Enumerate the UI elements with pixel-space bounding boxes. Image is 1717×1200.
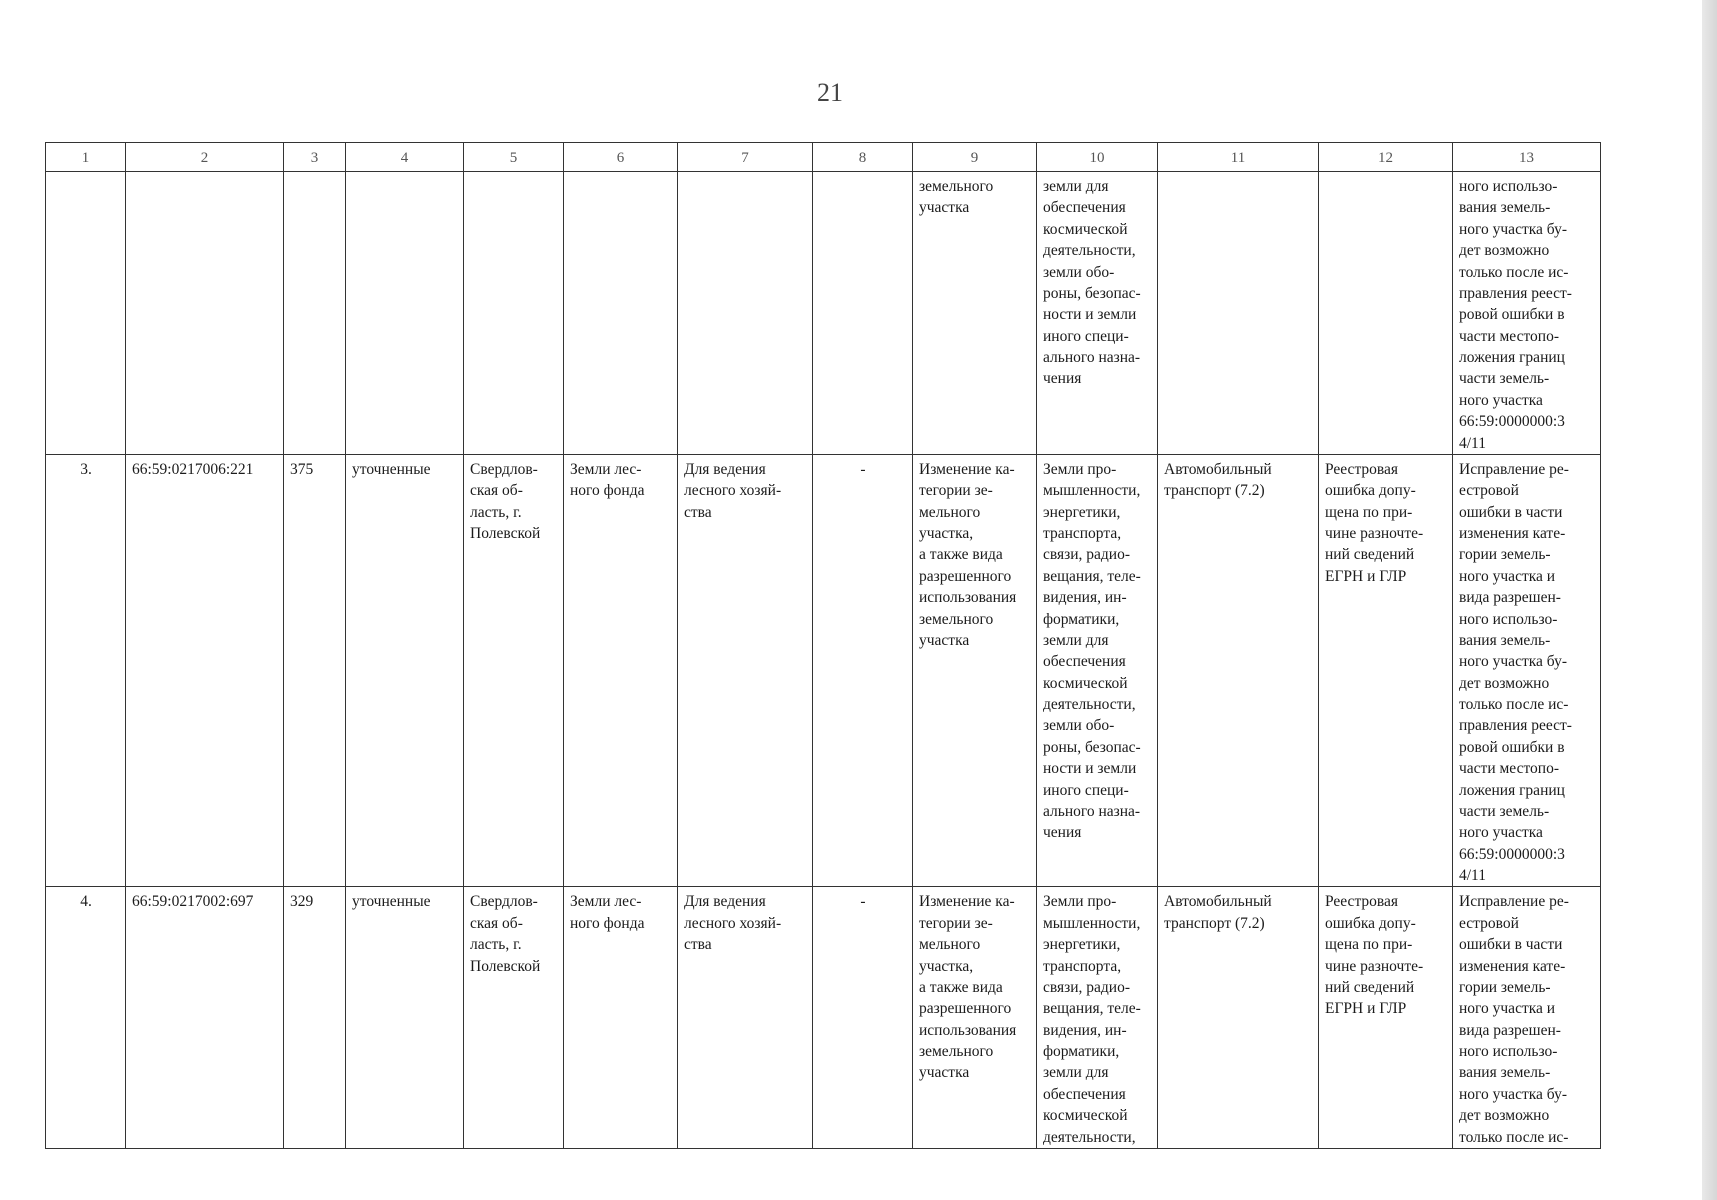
cell-change-type: Изменение ка- тегории зе- мельного участка, а также вида разрешенного использования земельного участка	[913, 887, 1037, 1149]
cell-change-type: Изменение ка- тегории зе- мельного участка, а также вида разрешенного использования земельного участка	[913, 454, 1037, 887]
cell-requested-use: Автомобильный транспорт (7.2)	[1158, 454, 1319, 887]
cell-area: 329	[284, 887, 346, 1149]
cell-area	[284, 172, 346, 455]
column-number: 13	[1453, 143, 1601, 172]
cell-requested-category: земли для обеспечения космической деятельности, земли обо- роны, безопас- ности и земли иного специ- ального назна- чения	[1037, 172, 1158, 455]
column-number: 8	[813, 143, 913, 172]
table-row-continuation	[46, 172, 1601, 455]
cell-row-number: 3.	[46, 454, 126, 887]
table-row-4	[46, 887, 1601, 1149]
column-number: 4	[346, 143, 464, 172]
cell-area: 375	[284, 454, 346, 887]
cell-reason: Реестровая ошибка допу- щена по при- чине разночте- ний сведений ЕГРН и ГЛР	[1319, 887, 1453, 1149]
column-number: 3	[284, 143, 346, 172]
cell-requested-use	[1158, 172, 1319, 455]
cell-requested-use: Автомобильный транспорт (7.2)	[1158, 887, 1319, 1149]
cell-col-8: -	[813, 887, 913, 1149]
column-number: 2	[126, 143, 284, 172]
cell-land-category: Земли лес- ного фонда	[564, 887, 678, 1149]
scan-shadow-edge	[1702, 0, 1717, 1200]
column-number: 7	[678, 143, 813, 172]
cell-cadastral-number: 66:59:0217002:697	[126, 887, 284, 1149]
cell-note: ного использо- вания земель- ного участка бу- дет возможно только после ис- правления реест- ровой ошибки в части местопо- ложения границ части земель- ного участка 66:59:0000000:3 4/11	[1453, 172, 1601, 455]
cell-permitted-use: Для ведения лесного хозяй- ства	[678, 454, 813, 887]
cell-reason	[1319, 172, 1453, 455]
cell-change-type: земельного участка	[913, 172, 1037, 455]
cell-cadastral-number: 66:59:0217006:221	[126, 454, 284, 887]
column-number: 1	[46, 143, 126, 172]
cell-location: Свердлов- ская об- ласть, г. Полевской	[464, 887, 564, 1149]
cell-cadastral-number	[126, 172, 284, 455]
table-row-3	[46, 454, 1601, 887]
cell-location	[464, 172, 564, 455]
cell-col-8	[813, 172, 913, 455]
column-number: 5	[464, 143, 564, 172]
cell-land-category	[564, 172, 678, 455]
cell-row-number: 4.	[46, 887, 126, 1149]
cell-row-number	[46, 172, 126, 455]
page-number: 21	[817, 78, 843, 107]
cell-note: Исправление ре- естровой ошибки в части изменения кате- гории земель- ного участка и вида разрешен- ного использо- вания земель- ного участка бу- дет возможно только после ис- правления реест- ровой ошибки в части местопо- ложения границ части земель- ного участка 66:59:0000000:3 4/11	[1453, 454, 1601, 887]
cell-reason: Реестровая ошибка допу- щена по при- чине разночте- ний сведений ЕГРН и ГЛР	[1319, 454, 1453, 887]
column-number: 12	[1319, 143, 1453, 172]
land-plots-table	[45, 142, 1601, 1149]
column-number: 9	[913, 143, 1037, 172]
cell-requested-category: Земли про- мышленности, энергетики, транспорта, связи, радио- вещания, теле- видения, ин- форматики, земли для обеспечения космической деятельности,	[1037, 887, 1158, 1149]
cell-permitted-use: Для ведения лесного хозяй- ства	[678, 887, 813, 1149]
cell-land-category: Земли лес- ного фонда	[564, 454, 678, 887]
cell-note: Исправление ре- естровой ошибки в части изменения кате- гории земель- ного участка и вида разрешен- ного использо- вания земель- ного участка бу- дет возможно только после ис-	[1453, 887, 1601, 1149]
cell-col-8: -	[813, 454, 913, 887]
cell-requested-category: Земли про- мышленности, энергетики, транспорта, связи, радио- вещания, теле- видения, ин- форматики, земли для обеспечения космической деятельности, земли обо- роны, безопас- ности и земли иного специ- ального назна- чения	[1037, 454, 1158, 887]
column-number: 6	[564, 143, 678, 172]
cell-location: Свердлов- ская об- ласть, г. Полевской	[464, 454, 564, 887]
cell-permitted-use	[678, 172, 813, 455]
cell-area-status: уточненные	[346, 454, 464, 887]
cell-area-status	[346, 172, 464, 455]
column-number-header-row	[46, 143, 1601, 172]
column-number: 11	[1158, 143, 1319, 172]
cell-area-status: уточненные	[346, 887, 464, 1149]
column-number: 10	[1037, 143, 1158, 172]
